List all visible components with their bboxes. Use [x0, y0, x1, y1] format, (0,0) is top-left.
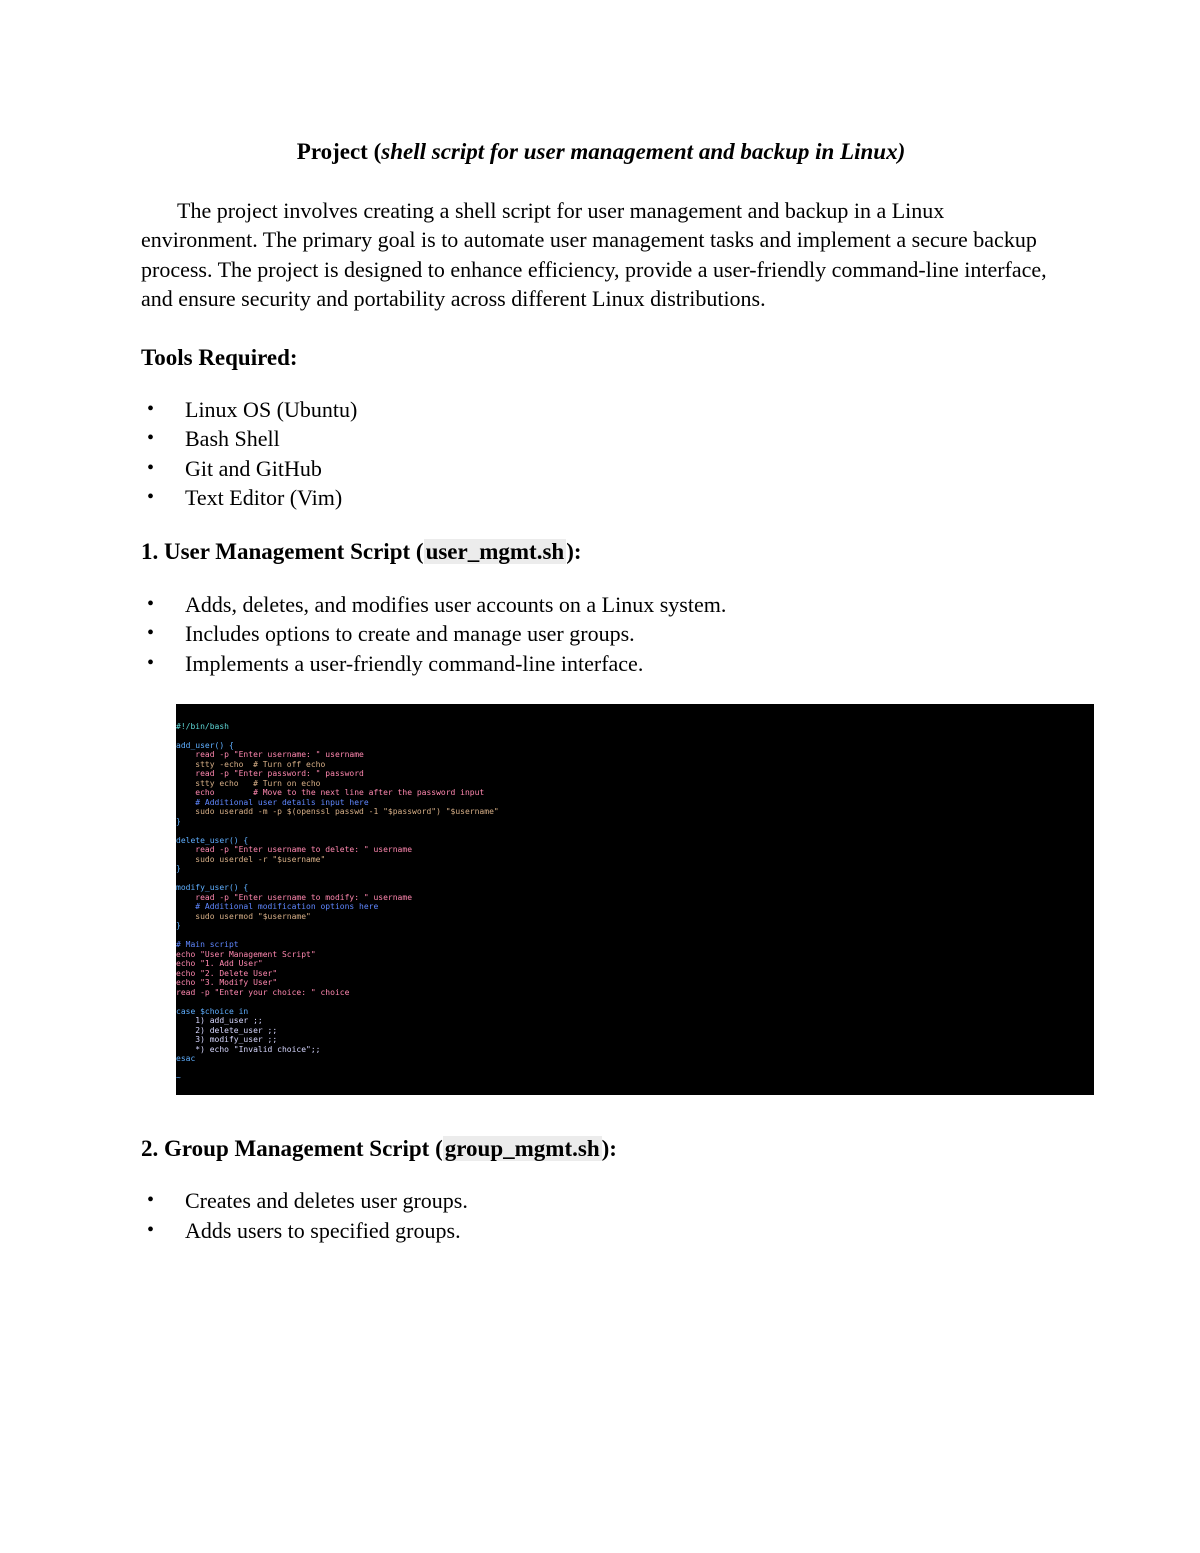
- tools-list: [141, 395, 1061, 512]
- code-line: read -p "Enter your choice: " choice: [176, 987, 350, 997]
- code-line: }: [176, 921, 181, 931]
- code-line: echo "User Management Script": [176, 949, 316, 959]
- bullet-icon: •: [147, 1218, 155, 1241]
- code-line: stty -echo # Turn off echo: [176, 759, 326, 769]
- code-line: 1) add_user ;;: [176, 1016, 263, 1026]
- code-line: delete_user() {: [176, 835, 249, 845]
- code-line: esac: [176, 1054, 196, 1064]
- code-line: case $choice in: [176, 1006, 249, 1016]
- list-item-text: Adds users to specified groups.: [185, 1217, 461, 1243]
- section2-heading: [141, 1135, 1061, 1163]
- section1-filename: user_mgmt.sh: [425, 539, 565, 565]
- list-item: [141, 649, 1061, 678]
- bullet-icon: •: [147, 651, 155, 674]
- code-line: 2) delete_user ;;: [176, 1025, 278, 1035]
- code-line: # Main script: [176, 940, 239, 950]
- list-item-text: Adds, deletes, and modifies user accounts on a Linux system.: [185, 591, 727, 617]
- list-item: [141, 590, 1061, 619]
- bullet-icon: •: [147, 1189, 155, 1212]
- code-line: modify_user() {: [176, 883, 249, 893]
- code-line: }: [176, 864, 181, 874]
- code-line: read -p "Enter username to delete: " username: [176, 845, 413, 855]
- tools-heading: Tools Required:: [141, 344, 298, 370]
- bullet-icon: •: [147, 486, 155, 509]
- bullet-icon: •: [147, 398, 155, 421]
- code-line: read -p "Enter password: " password: [176, 769, 364, 779]
- bullet-icon: •: [147, 592, 155, 615]
- code-line: echo # Move to the next line after the password input: [176, 788, 485, 798]
- list-item: [141, 395, 1061, 424]
- bullet-icon: •: [147, 456, 155, 479]
- section2-filename: group_mgmt.sh: [444, 1135, 600, 1161]
- list-item: [141, 454, 1061, 483]
- code-line: stty echo # Turn on echo: [176, 778, 321, 788]
- code-line: read -p "Enter username: " username: [176, 750, 364, 760]
- section1-suffix: ):: [566, 539, 582, 565]
- list-item-text: Git and GitHub: [185, 455, 322, 481]
- code-line: 3) modify_user ;;: [176, 1035, 278, 1045]
- list-item: [141, 483, 1061, 512]
- title-italic: shell script for user management and backup in Linux): [381, 139, 906, 164]
- code-line: echo "1. Add User": [176, 959, 263, 969]
- section1-list: [141, 590, 1061, 678]
- list-item-text: Creates and deletes user groups.: [185, 1188, 468, 1214]
- list-item-text: Bash Shell: [185, 426, 280, 452]
- list-item-text: Implements a user-friendly command-line interface.: [185, 650, 644, 676]
- section2-suffix: ):: [601, 1135, 617, 1161]
- code-line: add_user() {: [176, 740, 234, 750]
- bullet-icon: •: [147, 427, 155, 450]
- list-item: [141, 1186, 1061, 1215]
- code-line: read -p "Enter username to modify: " username: [176, 892, 413, 902]
- list-item: [141, 1216, 1061, 1245]
- code-line: ~: [176, 1073, 181, 1083]
- code-line: sudo userdel -r "$username": [176, 854, 326, 864]
- document-title: [141, 138, 1061, 166]
- code-line: sudo useradd -m -p $(openssl passwd -1 "$password") "$username": [176, 807, 499, 817]
- code-line: #!/bin/bash: [176, 721, 229, 731]
- list-item-text: Text Editor (Vim): [185, 485, 343, 511]
- list-item-text: Includes options to create and manage user groups.: [185, 621, 635, 647]
- code-line: *) echo "Invalid choice";;: [176, 1044, 321, 1054]
- document-content: [141, 138, 1061, 1271]
- list-item-text: Linux OS (Ubuntu): [185, 397, 358, 423]
- bullet-icon: •: [147, 622, 155, 645]
- terminal-screenshot: [176, 704, 1094, 1095]
- code-line: # Additional user details input here: [176, 797, 369, 807]
- section1-heading: [141, 538, 1061, 566]
- list-item: [141, 619, 1061, 648]
- intro-paragraph: The project involves creating a shell script for user management and backup in a Linux environment. The primary goal is to automate user management tasks and implement a secure backup process. The project is designed to enhance efficiency, provide a user-friendly command-line interface, and ensure security and portability across different Linux distributions.: [141, 197, 1047, 312]
- code-line: sudo usermod "$username": [176, 911, 311, 921]
- code-line: echo "3. Modify User": [176, 978, 278, 988]
- section2-prefix: 2. Group Management Script (: [141, 1135, 443, 1161]
- section1-prefix: 1. User Management Script (: [141, 539, 424, 565]
- code-block: [176, 704, 1094, 1083]
- section2-list: [141, 1186, 1061, 1245]
- code-line: }: [176, 816, 181, 826]
- code-line: # Additional modification options here: [176, 902, 379, 912]
- code-line: echo "2. Delete User": [176, 968, 278, 978]
- title-main: Project (: [296, 139, 382, 164]
- list-item: [141, 424, 1061, 453]
